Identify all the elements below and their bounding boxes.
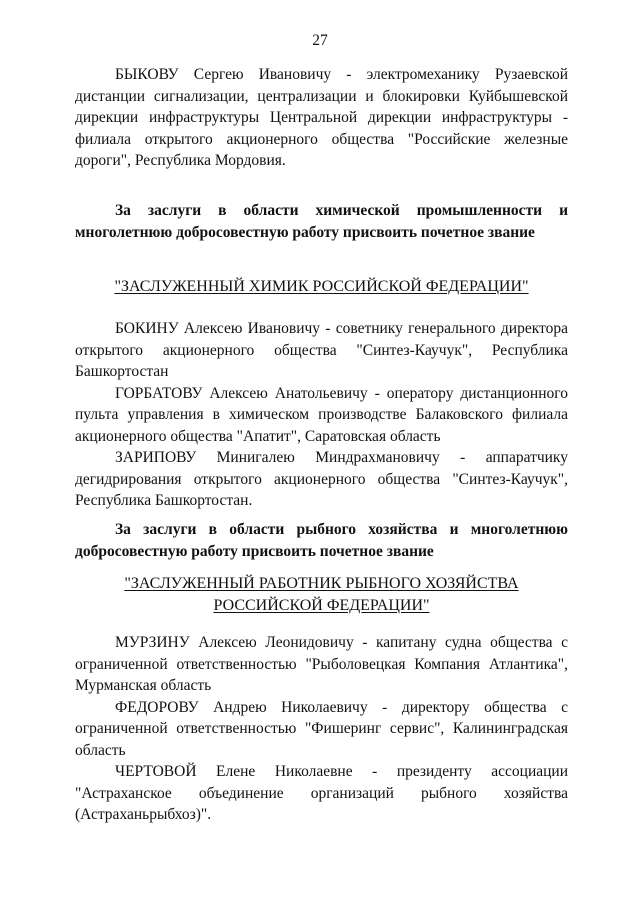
award-entry-bykov: БЫКОВУ Сергею Ивановичу - электромеханику Рузаевской дистанции сигнализации, централизации и блокировки Куйбышевской дирекции инфраструктуры Центральной дирекции инфраструктуры - филиала открытого акционерного общества "Российские железные дороги", Республика Мордовия. (75, 66, 568, 169)
award-entry-fedorov: ФЕДОРОВУ Андрею Николаевичу - директору общества с ограниченной ответственностью "Фишеринг сервис", Калининградская область (75, 698, 568, 759)
section-heading-chemistry: За заслуги в области химической промышленности и многолетнюю добросовестную работу присвоить почетное звание (75, 202, 568, 241)
award-entry-gorbatov: ГОРБАТОВУ Алексею Анатольевичу - оператору дистанционного пульта управления в химическом производстве Балаковского филиала акционерного общества "Апатит", Саратовская область (75, 384, 568, 445)
chemist-entries-list (75, 318, 568, 512)
award-entry-bokin: БОКИНУ Алексею Ивановичу - советнику генерального директора открытого акционерного общества "Синтез-Каучук", Республика Башкортостан (75, 320, 568, 380)
page-number: 27 (312, 32, 328, 49)
section-heading-fishery: За заслуги в области рыбного хозяйства и многолетнюю добросовестную работу присвоить почетное звание (75, 521, 568, 560)
award-entry-zaripov: ЗАРИПОВУ Минигалею Миндрахмановичу - аппаратчику дегидрирования открытого акционерного общества "Синтез-Каучук", Республика Башкортостан. (75, 449, 568, 509)
award-title-chemist: "ЗАСЛУЖЕННЫЙ ХИМИК РОССИЙСКОЙ ФЕДЕРАЦИИ" (114, 278, 529, 295)
award-entry-chertova: ЧЕРТОВОЙ Елене Николаевне - президенту ассоциации "Астраханское объединение организаций рыбного хозяйства (Астраханьрыбхоз)". (75, 763, 568, 823)
fishery-entries-list (75, 632, 568, 826)
award-entry-murzin: МУРЗИНУ Алексею Леонидовичу - капитану судна общества с ограниченной ответственностью "Рыболовецкая Компания Атлантика", Мурманская область (75, 634, 568, 694)
award-title-fishery-line1: "ЗАСЛУЖЕННЫЙ РАБОТНИК РЫБНОГО ХОЗЯЙСТВА (124, 575, 519, 592)
award-title-fishery-line2: РОССИЙСКОЙ ФЕДЕРАЦИИ" (213, 597, 430, 614)
award-title-fishery (75, 573, 568, 617)
